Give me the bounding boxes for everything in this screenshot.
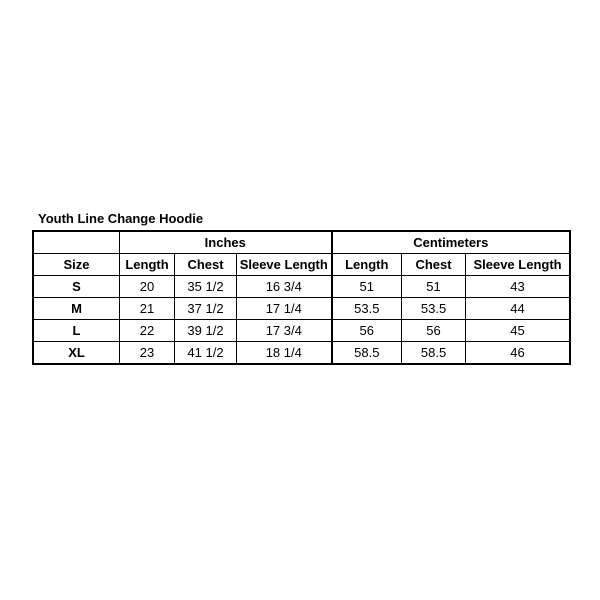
- cm-sleeve-cell: 44: [466, 298, 570, 320]
- cm-length-cell: 53.5: [332, 298, 402, 320]
- cm-length-cell: 51: [332, 276, 402, 298]
- inches-chest-cell: 39 1/2: [175, 320, 237, 342]
- empty-corner-cell: [34, 232, 120, 254]
- size-cell: M: [34, 298, 120, 320]
- cm-length-cell: 58.5: [332, 342, 402, 364]
- inches-sleeve-length-header: Sleeve Length: [237, 254, 332, 276]
- table-row: [34, 276, 570, 298]
- size-chart-title: Youth Line Change Hoodie: [38, 211, 204, 226]
- cm-length-header: Length: [332, 254, 402, 276]
- inches-length-cell: 22: [120, 320, 175, 342]
- inches-length-cell: 21: [120, 298, 175, 320]
- cm-sleeve-length-header: Sleeve Length: [466, 254, 570, 276]
- inches-sleeve-cell: 17 3/4: [237, 320, 332, 342]
- inches-chest-cell: 35 1/2: [175, 276, 237, 298]
- inches-sleeve-cell: 16 3/4: [237, 276, 332, 298]
- column-header-row: [34, 254, 570, 276]
- cm-chest-cell: 58.5: [402, 342, 466, 364]
- table-row: [34, 320, 570, 342]
- inches-group-header: Inches: [120, 232, 332, 254]
- size-cell: L: [34, 320, 120, 342]
- cm-chest-cell: 53.5: [402, 298, 466, 320]
- cm-chest-header: Chest: [402, 254, 466, 276]
- table-row: [34, 298, 570, 320]
- table-row: [34, 342, 570, 364]
- cm-chest-cell: 51: [402, 276, 466, 298]
- group-header-row: [34, 232, 570, 254]
- inches-length-header: Length: [120, 254, 175, 276]
- inches-sleeve-cell: 17 1/4: [237, 298, 332, 320]
- centimeters-group-header: Centimeters: [332, 232, 570, 254]
- inches-chest-header: Chest: [175, 254, 237, 276]
- inches-chest-cell: 41 1/2: [175, 342, 237, 364]
- inches-chest-cell: 37 1/2: [175, 298, 237, 320]
- cm-sleeve-cell: 45: [466, 320, 570, 342]
- cm-sleeve-cell: 46: [466, 342, 570, 364]
- size-column-header: Size: [34, 254, 120, 276]
- size-cell: XL: [34, 342, 120, 364]
- size-cell: S: [34, 276, 120, 298]
- inches-length-cell: 20: [120, 276, 175, 298]
- inches-sleeve-cell: 18 1/4: [237, 342, 332, 364]
- size-chart-table: [33, 231, 570, 364]
- inches-length-cell: 23: [120, 342, 175, 364]
- cm-length-cell: 56: [332, 320, 402, 342]
- cm-chest-cell: 56: [402, 320, 466, 342]
- cm-sleeve-cell: 43: [466, 276, 570, 298]
